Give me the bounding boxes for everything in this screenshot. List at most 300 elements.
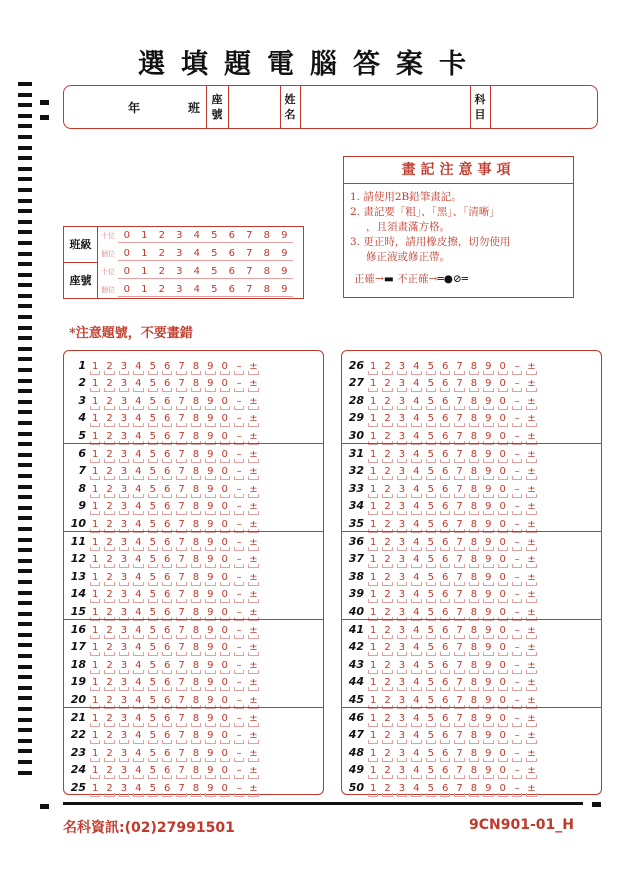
- answer-bubble[interactable]: 3: [117, 377, 131, 390]
- answer-bubble[interactable]: 2: [380, 500, 394, 513]
- answer-bubble[interactable]: 1: [88, 712, 102, 725]
- answer-bubble[interactable]: 4: [409, 553, 423, 566]
- answer-bubble[interactable]: ±: [246, 483, 260, 496]
- answer-bubble[interactable]: 5: [424, 465, 438, 478]
- answer-bubble[interactable]: 5: [146, 377, 160, 390]
- answer-bubble[interactable]: 2: [380, 624, 394, 637]
- digit-bubble[interactable]: 7: [241, 283, 259, 297]
- answer-bubble[interactable]: 6: [438, 606, 452, 619]
- answer-bubble[interactable]: 8: [189, 360, 203, 373]
- digit-bubble[interactable]: 7: [241, 265, 259, 279]
- answer-bubble[interactable]: 5: [424, 729, 438, 742]
- answer-bubble[interactable]: 4: [409, 500, 423, 513]
- answer-bubble[interactable]: 7: [174, 483, 188, 496]
- answer-bubble[interactable]: 6: [160, 377, 174, 390]
- answer-bubble[interactable]: 3: [117, 571, 131, 584]
- answer-bubble[interactable]: 7: [452, 448, 466, 461]
- answer-bubble[interactable]: 8: [189, 377, 203, 390]
- answer-bubble[interactable]: 1: [88, 465, 102, 478]
- answer-bubble[interactable]: 8: [467, 500, 481, 513]
- answer-bubble[interactable]: 7: [174, 465, 188, 478]
- answer-bubble[interactable]: –: [510, 412, 524, 425]
- digit-bubble[interactable]: 2: [153, 247, 171, 261]
- answer-bubble[interactable]: –: [510, 395, 524, 408]
- digit-bubble[interactable]: 3: [171, 229, 189, 243]
- answer-bubble[interactable]: ±: [524, 518, 538, 531]
- answer-bubble[interactable]: 6: [438, 377, 452, 390]
- answer-bubble[interactable]: 4: [131, 465, 145, 478]
- answer-bubble[interactable]: –: [510, 694, 524, 707]
- answer-bubble[interactable]: 4: [409, 641, 423, 654]
- answer-bubble[interactable]: ±: [246, 430, 260, 443]
- answer-bubble[interactable]: 4: [131, 641, 145, 654]
- answer-bubble[interactable]: 3: [395, 571, 409, 584]
- digit-bubble[interactable]: 1: [136, 247, 154, 261]
- answer-bubble[interactable]: 6: [438, 500, 452, 513]
- answer-bubble[interactable]: 6: [438, 694, 452, 707]
- answer-bubble[interactable]: 0: [496, 553, 510, 566]
- answer-bubble[interactable]: 3: [117, 624, 131, 637]
- answer-bubble[interactable]: 1: [88, 624, 102, 637]
- answer-bubble[interactable]: –: [232, 606, 246, 619]
- answer-bubble[interactable]: 5: [146, 588, 160, 601]
- answer-bubble[interactable]: 8: [467, 659, 481, 672]
- answer-bubble[interactable]: ±: [246, 712, 260, 725]
- digit-bubble[interactable]: 5: [206, 247, 224, 261]
- digit-bubble[interactable]: 1: [136, 229, 154, 243]
- answer-bubble[interactable]: 8: [189, 782, 203, 795]
- answer-bubble[interactable]: 5: [146, 465, 160, 478]
- answer-bubble[interactable]: 0: [218, 377, 232, 390]
- answer-bubble[interactable]: 9: [203, 500, 217, 513]
- answer-bubble[interactable]: ±: [524, 412, 538, 425]
- answer-bubble[interactable]: 0: [496, 448, 510, 461]
- answer-bubble[interactable]: 6: [160, 676, 174, 689]
- answer-bubble[interactable]: 9: [203, 553, 217, 566]
- answer-bubble[interactable]: 3: [117, 729, 131, 742]
- answer-bubble[interactable]: 6: [160, 465, 174, 478]
- answer-bubble[interactable]: 2: [380, 659, 394, 672]
- answer-bubble[interactable]: 1: [88, 500, 102, 513]
- answer-bubble[interactable]: 7: [174, 412, 188, 425]
- answer-bubble[interactable]: 9: [481, 712, 495, 725]
- answer-bubble[interactable]: –: [232, 764, 246, 777]
- answer-bubble[interactable]: 8: [189, 500, 203, 513]
- answer-bubble[interactable]: –: [232, 500, 246, 513]
- digit-bubble[interactable]: 2: [153, 265, 171, 279]
- answer-bubble[interactable]: –: [510, 624, 524, 637]
- answer-bubble[interactable]: 1: [88, 412, 102, 425]
- answer-bubble[interactable]: 7: [174, 729, 188, 742]
- answer-bubble[interactable]: –: [232, 360, 246, 373]
- answer-bubble[interactable]: 9: [203, 676, 217, 689]
- answer-bubble[interactable]: 7: [174, 712, 188, 725]
- answer-bubble[interactable]: –: [510, 500, 524, 513]
- answer-bubble[interactable]: 3: [395, 747, 409, 760]
- answer-bubble[interactable]: 9: [203, 624, 217, 637]
- answer-bubble[interactable]: 4: [409, 624, 423, 637]
- answer-bubble[interactable]: 5: [146, 624, 160, 637]
- answer-bubble[interactable]: 5: [146, 500, 160, 513]
- answer-bubble[interactable]: 3: [395, 518, 409, 531]
- answer-bubble[interactable]: 3: [117, 395, 131, 408]
- answer-bubble[interactable]: 7: [452, 659, 466, 672]
- answer-bubble[interactable]: ±: [246, 676, 260, 689]
- answer-bubble[interactable]: 1: [366, 360, 380, 373]
- answer-bubble[interactable]: 7: [452, 412, 466, 425]
- answer-bubble[interactable]: –: [510, 782, 524, 795]
- answer-bubble[interactable]: 0: [496, 747, 510, 760]
- answer-bubble[interactable]: ±: [524, 606, 538, 619]
- answer-bubble[interactable]: 1: [366, 500, 380, 513]
- answer-bubble[interactable]: ±: [524, 641, 538, 654]
- answer-bubble[interactable]: ±: [524, 729, 538, 742]
- answer-bubble[interactable]: 9: [481, 360, 495, 373]
- answer-bubble[interactable]: 3: [117, 553, 131, 566]
- answer-bubble[interactable]: ±: [246, 624, 260, 637]
- answer-bubble[interactable]: 1: [88, 606, 102, 619]
- answer-bubble[interactable]: 9: [203, 360, 217, 373]
- digit-bubble[interactable]: 3: [171, 247, 189, 261]
- digit-bubble[interactable]: 0: [118, 229, 136, 243]
- answer-bubble[interactable]: 2: [102, 641, 116, 654]
- digit-bubble[interactable]: 0: [118, 265, 136, 279]
- answer-bubble[interactable]: 8: [189, 412, 203, 425]
- answer-bubble[interactable]: 8: [467, 606, 481, 619]
- digit-bubble[interactable]: 7: [241, 247, 259, 261]
- answer-bubble[interactable]: 4: [131, 694, 145, 707]
- answer-bubble[interactable]: 1: [366, 606, 380, 619]
- answer-bubble[interactable]: 1: [366, 782, 380, 795]
- answer-bubble[interactable]: ±: [246, 448, 260, 461]
- answer-bubble[interactable]: 9: [203, 782, 217, 795]
- answer-bubble[interactable]: 1: [366, 624, 380, 637]
- answer-bubble[interactable]: 0: [496, 518, 510, 531]
- answer-bubble[interactable]: 2: [380, 729, 394, 742]
- answer-bubble[interactable]: 0: [218, 465, 232, 478]
- answer-bubble[interactable]: 8: [189, 729, 203, 742]
- answer-bubble[interactable]: 9: [203, 588, 217, 601]
- answer-bubble[interactable]: 7: [452, 764, 466, 777]
- answer-bubble[interactable]: 7: [452, 518, 466, 531]
- answer-bubble[interactable]: 0: [496, 395, 510, 408]
- answer-bubble[interactable]: 9: [203, 747, 217, 760]
- digit-bubble[interactable]: 3: [171, 265, 189, 279]
- answer-bubble[interactable]: 2: [102, 624, 116, 637]
- answer-bubble[interactable]: 6: [438, 571, 452, 584]
- answer-bubble[interactable]: 4: [409, 571, 423, 584]
- answer-bubble[interactable]: 0: [218, 500, 232, 513]
- answer-bubble[interactable]: 9: [481, 764, 495, 777]
- answer-bubble[interactable]: 0: [218, 588, 232, 601]
- answer-bubble[interactable]: 3: [117, 465, 131, 478]
- answer-bubble[interactable]: –: [510, 588, 524, 601]
- answer-bubble[interactable]: ±: [524, 465, 538, 478]
- answer-bubble[interactable]: –: [232, 483, 246, 496]
- answer-bubble[interactable]: 6: [438, 448, 452, 461]
- answer-bubble[interactable]: 5: [146, 782, 160, 795]
- answer-bubble[interactable]: 2: [380, 430, 394, 443]
- answer-bubble[interactable]: 6: [160, 483, 174, 496]
- answer-bubble[interactable]: 1: [88, 377, 102, 390]
- answer-bubble[interactable]: 8: [467, 782, 481, 795]
- answer-bubble[interactable]: 5: [146, 360, 160, 373]
- digit-bubble[interactable]: 9: [276, 283, 294, 297]
- answer-bubble[interactable]: –: [510, 465, 524, 478]
- answer-bubble[interactable]: 1: [366, 553, 380, 566]
- answer-bubble[interactable]: 9: [481, 395, 495, 408]
- answer-bubble[interactable]: 3: [117, 659, 131, 672]
- answer-bubble[interactable]: 3: [395, 377, 409, 390]
- answer-bubble[interactable]: 3: [395, 712, 409, 725]
- answer-bubble[interactable]: 0: [496, 465, 510, 478]
- answer-bubble[interactable]: ±: [246, 553, 260, 566]
- answer-bubble[interactable]: 5: [424, 747, 438, 760]
- answer-bubble[interactable]: 7: [452, 694, 466, 707]
- answer-bubble[interactable]: 3: [395, 500, 409, 513]
- answer-bubble[interactable]: 0: [218, 624, 232, 637]
- answer-bubble[interactable]: 6: [438, 641, 452, 654]
- answer-bubble[interactable]: –: [232, 712, 246, 725]
- answer-bubble[interactable]: ±: [524, 588, 538, 601]
- answer-bubble[interactable]: 5: [424, 641, 438, 654]
- answer-bubble[interactable]: 2: [102, 518, 116, 531]
- answer-bubble[interactable]: 4: [131, 676, 145, 689]
- answer-bubble[interactable]: 5: [424, 694, 438, 707]
- answer-bubble[interactable]: 8: [189, 571, 203, 584]
- answer-bubble[interactable]: 8: [467, 641, 481, 654]
- answer-bubble[interactable]: 3: [117, 518, 131, 531]
- answer-bubble[interactable]: 0: [218, 641, 232, 654]
- answer-bubble[interactable]: 8: [467, 518, 481, 531]
- answer-bubble[interactable]: 4: [409, 676, 423, 689]
- answer-bubble[interactable]: 5: [146, 518, 160, 531]
- answer-bubble[interactable]: 1: [88, 448, 102, 461]
- answer-bubble[interactable]: 6: [160, 694, 174, 707]
- answer-bubble[interactable]: 7: [174, 500, 188, 513]
- answer-bubble[interactable]: –: [510, 360, 524, 373]
- answer-bubble[interactable]: ±: [246, 360, 260, 373]
- answer-bubble[interactable]: –: [510, 571, 524, 584]
- answer-bubble[interactable]: –: [510, 377, 524, 390]
- answer-bubble[interactable]: 5: [146, 448, 160, 461]
- answer-bubble[interactable]: 6: [160, 659, 174, 672]
- answer-bubble[interactable]: 3: [395, 448, 409, 461]
- answer-bubble[interactable]: 1: [88, 782, 102, 795]
- answer-bubble[interactable]: 6: [160, 606, 174, 619]
- answer-bubble[interactable]: 7: [452, 676, 466, 689]
- answer-bubble[interactable]: 5: [146, 676, 160, 689]
- digit-bubble[interactable]: 9: [276, 229, 294, 243]
- digit-bubble[interactable]: 8: [258, 229, 276, 243]
- answer-bubble[interactable]: 0: [218, 676, 232, 689]
- answer-bubble[interactable]: 5: [424, 606, 438, 619]
- answer-bubble[interactable]: ±: [246, 500, 260, 513]
- answer-bubble[interactable]: 5: [424, 360, 438, 373]
- answer-bubble[interactable]: 4: [409, 518, 423, 531]
- digit-bubble[interactable]: 2: [153, 283, 171, 297]
- answer-bubble[interactable]: 2: [380, 747, 394, 760]
- answer-bubble[interactable]: 4: [409, 536, 423, 549]
- answer-bubble[interactable]: 5: [424, 676, 438, 689]
- answer-bubble[interactable]: 1: [88, 430, 102, 443]
- answer-bubble[interactable]: 4: [131, 606, 145, 619]
- answer-bubble[interactable]: 0: [496, 764, 510, 777]
- answer-bubble[interactable]: 5: [146, 395, 160, 408]
- answer-bubble[interactable]: 1: [366, 571, 380, 584]
- answer-bubble[interactable]: 5: [146, 430, 160, 443]
- answer-bubble[interactable]: 1: [88, 588, 102, 601]
- answer-bubble[interactable]: 6: [160, 729, 174, 742]
- answer-bubble[interactable]: 0: [496, 624, 510, 637]
- answer-bubble[interactable]: 6: [160, 500, 174, 513]
- answer-bubble[interactable]: 0: [218, 553, 232, 566]
- answer-bubble[interactable]: 9: [481, 571, 495, 584]
- answer-bubble[interactable]: 8: [467, 571, 481, 584]
- answer-bubble[interactable]: –: [232, 571, 246, 584]
- answer-bubble[interactable]: 4: [409, 412, 423, 425]
- answer-bubble[interactable]: 5: [146, 641, 160, 654]
- answer-bubble[interactable]: 8: [467, 764, 481, 777]
- answer-bubble[interactable]: 0: [218, 606, 232, 619]
- answer-bubble[interactable]: 3: [117, 641, 131, 654]
- answer-bubble[interactable]: 1: [366, 412, 380, 425]
- answer-bubble[interactable]: 1: [366, 483, 380, 496]
- answer-bubble[interactable]: 4: [131, 412, 145, 425]
- answer-bubble[interactable]: 8: [189, 588, 203, 601]
- answer-bubble[interactable]: 7: [452, 588, 466, 601]
- answer-bubble[interactable]: 2: [102, 536, 116, 549]
- answer-bubble[interactable]: –: [510, 606, 524, 619]
- answer-bubble[interactable]: 6: [160, 412, 174, 425]
- answer-bubble[interactable]: 4: [131, 782, 145, 795]
- answer-bubble[interactable]: 3: [395, 624, 409, 637]
- answer-bubble[interactable]: 5: [146, 536, 160, 549]
- answer-bubble[interactable]: 9: [203, 412, 217, 425]
- answer-bubble[interactable]: 4: [131, 712, 145, 725]
- answer-bubble[interactable]: 3: [117, 448, 131, 461]
- answer-bubble[interactable]: 2: [380, 395, 394, 408]
- answer-bubble[interactable]: –: [232, 536, 246, 549]
- answer-bubble[interactable]: 9: [203, 764, 217, 777]
- answer-bubble[interactable]: 1: [366, 676, 380, 689]
- answer-bubble[interactable]: –: [510, 641, 524, 654]
- answer-bubble[interactable]: 6: [160, 712, 174, 725]
- answer-bubble[interactable]: 8: [467, 747, 481, 760]
- answer-bubble[interactable]: –: [232, 377, 246, 390]
- answer-bubble[interactable]: 8: [467, 624, 481, 637]
- answer-bubble[interactable]: 1: [366, 588, 380, 601]
- answer-bubble[interactable]: 5: [424, 624, 438, 637]
- digit-bubble[interactable]: 8: [258, 247, 276, 261]
- answer-bubble[interactable]: 8: [467, 676, 481, 689]
- answer-bubble[interactable]: 0: [218, 448, 232, 461]
- answer-bubble[interactable]: 1: [88, 483, 102, 496]
- answer-bubble[interactable]: 7: [452, 430, 466, 443]
- answer-bubble[interactable]: –: [232, 694, 246, 707]
- answer-bubble[interactable]: 1: [88, 553, 102, 566]
- answer-bubble[interactable]: 6: [438, 729, 452, 742]
- digit-bubble[interactable]: 8: [258, 283, 276, 297]
- answer-bubble[interactable]: 3: [395, 694, 409, 707]
- answer-bubble[interactable]: ±: [246, 729, 260, 742]
- answer-bubble[interactable]: 4: [409, 395, 423, 408]
- answer-bubble[interactable]: 6: [438, 395, 452, 408]
- answer-bubble[interactable]: –: [232, 588, 246, 601]
- answer-bubble[interactable]: 9: [481, 483, 495, 496]
- answer-bubble[interactable]: 9: [203, 448, 217, 461]
- answer-bubble[interactable]: 5: [146, 712, 160, 725]
- answer-bubble[interactable]: 3: [395, 606, 409, 619]
- answer-bubble[interactable]: 6: [438, 588, 452, 601]
- answer-bubble[interactable]: –: [232, 430, 246, 443]
- answer-bubble[interactable]: 5: [424, 712, 438, 725]
- answer-bubble[interactable]: 4: [409, 588, 423, 601]
- answer-bubble[interactable]: 3: [117, 694, 131, 707]
- answer-bubble[interactable]: 4: [131, 536, 145, 549]
- answer-bubble[interactable]: 5: [424, 430, 438, 443]
- answer-bubble[interactable]: 1: [366, 430, 380, 443]
- answer-bubble[interactable]: 9: [481, 694, 495, 707]
- answer-bubble[interactable]: 4: [131, 764, 145, 777]
- answer-bubble[interactable]: 1: [366, 377, 380, 390]
- digit-bubble[interactable]: 6: [223, 265, 241, 279]
- answer-bubble[interactable]: –: [510, 676, 524, 689]
- answer-bubble[interactable]: 5: [424, 448, 438, 461]
- answer-bubble[interactable]: ±: [246, 465, 260, 478]
- answer-bubble[interactable]: 0: [496, 571, 510, 584]
- answer-bubble[interactable]: ±: [524, 448, 538, 461]
- answer-bubble[interactable]: 8: [189, 395, 203, 408]
- answer-bubble[interactable]: 2: [102, 395, 116, 408]
- answer-bubble[interactable]: 7: [174, 360, 188, 373]
- answer-bubble[interactable]: 7: [174, 676, 188, 689]
- answer-bubble[interactable]: 0: [496, 536, 510, 549]
- answer-bubble[interactable]: 7: [452, 712, 466, 725]
- answer-bubble[interactable]: –: [510, 483, 524, 496]
- digit-bubble[interactable]: 4: [188, 247, 206, 261]
- answer-bubble[interactable]: ±: [524, 764, 538, 777]
- answer-bubble[interactable]: 3: [395, 536, 409, 549]
- answer-bubble[interactable]: 9: [203, 641, 217, 654]
- answer-bubble[interactable]: 9: [203, 712, 217, 725]
- digit-bubble[interactable]: 7: [241, 229, 259, 243]
- answer-bubble[interactable]: 2: [380, 676, 394, 689]
- answer-bubble[interactable]: 4: [409, 430, 423, 443]
- answer-bubble[interactable]: 9: [481, 536, 495, 549]
- answer-bubble[interactable]: 3: [117, 764, 131, 777]
- answer-bubble[interactable]: ±: [246, 518, 260, 531]
- answer-bubble[interactable]: 7: [174, 782, 188, 795]
- answer-bubble[interactable]: 6: [160, 764, 174, 777]
- answer-bubble[interactable]: 3: [395, 553, 409, 566]
- answer-bubble[interactable]: 3: [117, 430, 131, 443]
- answer-bubble[interactable]: 7: [174, 606, 188, 619]
- answer-bubble[interactable]: 4: [131, 395, 145, 408]
- answer-bubble[interactable]: 2: [380, 588, 394, 601]
- answer-bubble[interactable]: ±: [246, 659, 260, 672]
- answer-bubble[interactable]: 3: [117, 500, 131, 513]
- answer-bubble[interactable]: ±: [524, 553, 538, 566]
- answer-bubble[interactable]: 8: [467, 430, 481, 443]
- digit-bubble[interactable]: 9: [276, 265, 294, 279]
- answer-bubble[interactable]: –: [232, 465, 246, 478]
- answer-bubble[interactable]: ±: [524, 536, 538, 549]
- answer-bubble[interactable]: 8: [467, 465, 481, 478]
- answer-bubble[interactable]: 2: [102, 448, 116, 461]
- answer-bubble[interactable]: ±: [524, 377, 538, 390]
- answer-bubble[interactable]: 3: [395, 764, 409, 777]
